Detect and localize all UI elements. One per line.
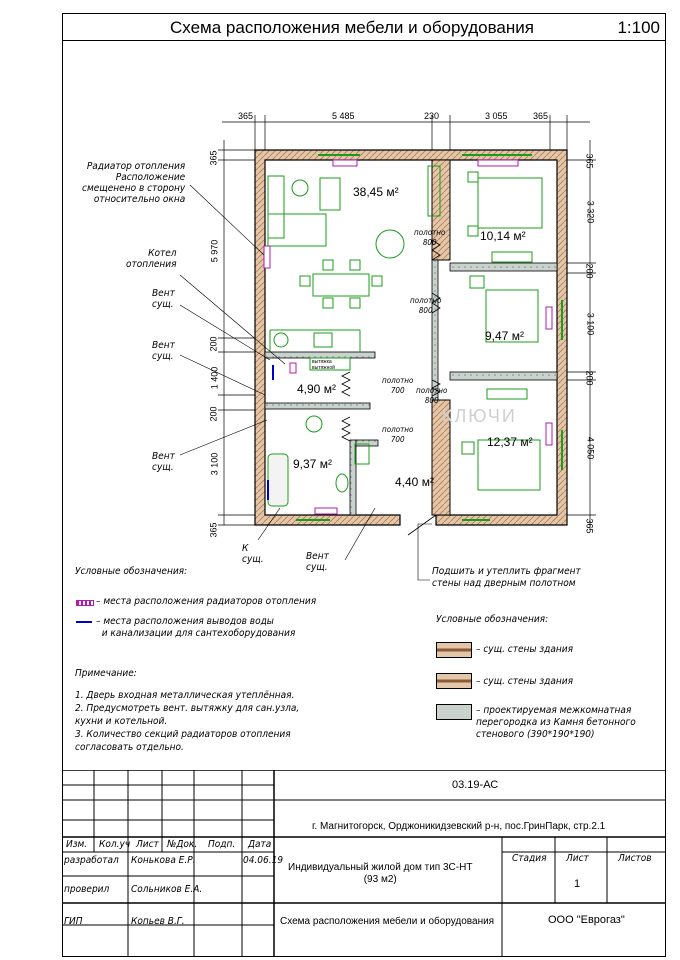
stamp-header: Лист [136, 839, 159, 850]
room-area-bedroom1: 10,14 м² [480, 229, 526, 243]
dim-top-1: 5 485 [332, 111, 355, 121]
callout-vent-4: Вент сущ. [306, 551, 329, 573]
stamp-header: Подп. [208, 839, 236, 850]
dim-top-2: 230 [424, 111, 440, 121]
dim-right-2: 200 [584, 263, 595, 279]
legend-wall-text: – сущ. стены здания [476, 676, 574, 687]
dim-left-4: 200 [208, 406, 219, 422]
stamp-header: Изм. [66, 839, 88, 850]
dim-right-0: 365 [584, 153, 595, 169]
callout-sew-over-door: Подшить и утеплить фрагмент стены над дверным полотном [432, 566, 581, 589]
room-area-living: 38,45 м² [353, 185, 399, 199]
developer-date: 04.06.19 [243, 855, 284, 866]
project-name: Индивидуальный жилой дом тип 3С-НТ (93 м2) [288, 862, 473, 885]
stamp-header: Кол.уч [99, 839, 131, 850]
note-line: 2. Предусмотреть вент. вытяжку для сан.узла, [75, 703, 300, 714]
dim-right-5: 4 050 [585, 436, 596, 460]
gip-role: ГИП [64, 916, 83, 927]
dim-right-6: 365 [584, 518, 595, 534]
dim-left-3: 1 400 [209, 366, 220, 390]
stamp-address: г. Магнитогорск, Орджоникидзевский р-н, пос.ГринПарк, стр.2.1 [312, 821, 606, 832]
notes-title: Примечание: [75, 668, 137, 679]
callout-vent-2: Вент сущ. [152, 340, 175, 362]
gip-name: Копьев В.Г. [131, 916, 185, 927]
sheets-header: Листов [618, 853, 652, 864]
callout-vent-1: Вент сущ. [152, 288, 175, 310]
plumbing-legend-swatch [76, 621, 92, 623]
dim-right-1: 3 320 [585, 200, 596, 224]
door-label: полотно 700 [382, 425, 414, 444]
sheet-number: 1 [574, 878, 581, 890]
room-area-boiler: 4,90 м² [297, 382, 336, 396]
page-title: Схема расположения мебели и оборудования [170, 18, 534, 37]
dim-left-1: 5 970 [209, 239, 220, 263]
dim-top-0: 365 [238, 111, 254, 121]
existing-wall-swatch [436, 673, 472, 689]
radiator-legend-swatch [76, 600, 94, 606]
legend-left-title: Условные обозначения: [75, 566, 188, 577]
dim-right-4: 200 [584, 370, 595, 386]
room-area-hall: 4,40 м² [395, 475, 434, 489]
scale-label: 1:100 [617, 18, 660, 37]
door-label: полотно 800 [416, 386, 448, 405]
sheet-header: Лист [566, 853, 589, 864]
watermark: КЛЮЧИ [442, 406, 517, 426]
door-label: полотно 800 [410, 296, 442, 315]
legend-partition-text: – проектируемая межкомнатная перегородка из Камня бетонного стенового (390*190*190) [476, 705, 636, 740]
callout-boiler: Котел отопления [126, 248, 177, 270]
checker-name: Сольников Е.А. [131, 884, 203, 895]
developer-role: разработал [64, 855, 119, 866]
note-line: кухни и котельной. [75, 716, 168, 727]
note-line: 3. Количество секций радиаторов отопления [75, 729, 291, 740]
drawing-name: Схема расположения мебели и оборудования [280, 916, 495, 927]
developer-name: Конькова Е.Р. [131, 855, 196, 866]
stamp-code: 03.19-АС [452, 779, 499, 791]
legend-right-title: Условные обозначения: [436, 614, 549, 625]
stamp-header: Дата [248, 839, 272, 850]
dim-left-5: 3 100 [209, 452, 220, 476]
callout-radiator: Радиатор отопления Расположение смещенено в сторону относительно окна [82, 161, 186, 205]
room-area-bedroom3: 12,37 м² [487, 435, 533, 449]
dim-top-4: 365 [533, 111, 549, 121]
dim-left-0: 365 [208, 150, 219, 166]
legend-plumbing-text: – места расположения выводов воды и канализации для сантехоборудования [96, 616, 296, 639]
checker-role: проверил [64, 884, 110, 895]
stamp-header: №Док. [167, 839, 198, 850]
note-line: согласовать отдельно. [75, 742, 184, 753]
existing-wall-swatch [436, 642, 472, 658]
bathtub [268, 454, 288, 506]
partition-swatch [436, 704, 472, 720]
hood-label: вытяжка вытяжной [312, 359, 335, 371]
legend-wall-text: – сущ. стены здания [476, 644, 574, 655]
door-label: полотно 700 [382, 376, 414, 395]
callout-vent-3: Вент сущ. [152, 451, 175, 473]
door-label: полотно 800 [414, 228, 446, 247]
dim-right-3: 3 100 [585, 312, 596, 336]
callout-k: К сущ. [242, 543, 264, 565]
note-line: 1. Дверь входная металлическая утеплённая. [75, 690, 295, 701]
legend-radiator-text: – места расположения радиаторов отопления [96, 596, 317, 607]
dim-left-6: 365 [208, 522, 219, 538]
company-name: ООО "Еврогаз" [548, 914, 625, 926]
room-area-bedroom2: 9,47 м² [485, 329, 524, 343]
dim-top-3: 3 055 [485, 111, 508, 121]
stage-header: Стадия [512, 853, 547, 864]
dim-left-2: 200 [208, 336, 219, 352]
room-area-bath: 9,37 м² [293, 457, 332, 471]
